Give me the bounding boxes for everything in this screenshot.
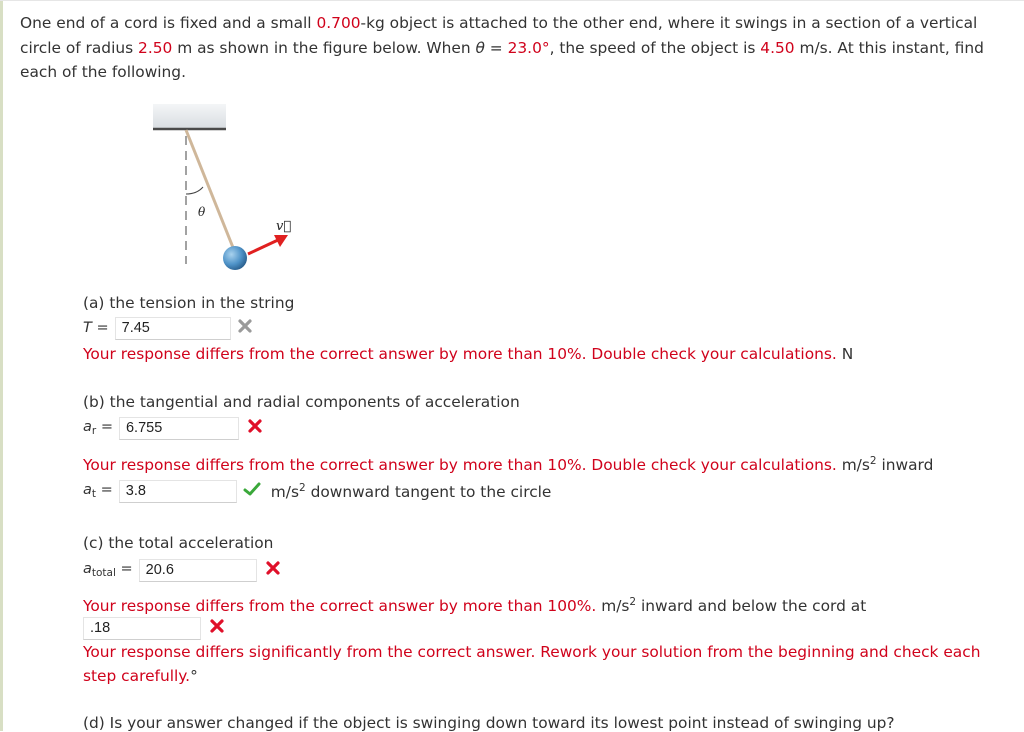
unit-exponent: 2 [629,596,637,608]
part-a-prompt: (a) the tension in the string [83,294,295,312]
cord [186,130,234,250]
feedback-text: Your response differs from the correct answer by more than 100%. [83,597,597,615]
pendulum-figure [150,104,310,282]
subscript: r [91,425,97,437]
equals-sign: = [96,419,113,435]
unit-base: m/s [601,597,630,615]
radial-accel-label [83,419,113,437]
radial-accel-unit [842,456,934,474]
part-c-angle-feedback [83,640,983,688]
tangential-accel-label [83,482,113,500]
part-c-prompt: (c) the total acceleration [83,534,274,552]
angle-input[interactable]: .18 [83,617,201,640]
part-b-feedback [83,449,933,477]
equals-sign: = [91,320,109,336]
theta-label: θ [198,205,206,219]
incorrect-icon [247,418,263,438]
accel-symbol: a [83,419,92,435]
tension-input[interactable]: 7.45 [115,317,231,340]
ceiling-support [153,104,226,128]
problem-text: m/s. At this instant, find each of the following. [20,38,984,81]
part-b-prompt: (b) the tangential and radial components of acceleration [83,393,520,411]
radial-accel-input[interactable]: 6.755 [119,417,239,440]
angle-arc [186,187,203,194]
problem-statement [20,11,1010,85]
theta-symbol: θ [475,38,485,57]
part-a-feedback [83,342,853,366]
subscript: t [91,488,97,500]
problem-text: , the speed of the object is [549,38,761,57]
accel-symbol: a [83,482,92,498]
correct-check-icon [243,481,261,501]
part-a-answer-row [83,316,253,340]
incorrect-icon [265,560,281,580]
incorrect-icon [237,318,253,338]
velocity-arrow [248,240,278,254]
unit-direction: downward tangent to the circle [305,482,552,501]
total-accel-input[interactable]: 20.6 [139,559,257,582]
part-c-feedback [83,590,866,618]
part-c-angle-row [83,616,225,640]
object-ball [223,246,247,270]
velocity-label: v⃗ [276,219,292,234]
unit-direction: inward and below the cord at [636,597,867,615]
tangential-accel-input[interactable]: 3.8 [119,480,237,503]
tension-unit: N [841,345,854,363]
problem-text: = [484,38,508,57]
tension-symbol: T [83,320,92,336]
radius-value: 2.50 [138,38,173,57]
mass-value: 0.700 [316,14,361,32]
top-border [0,0,1024,1]
unit-direction: inward [876,456,934,474]
equals-sign: = [96,482,113,498]
angle-value: 23.0° [507,38,550,57]
degree-symbol: ° [190,667,198,685]
accel-symbol: a [83,561,92,577]
equals-sign: = [115,561,133,577]
speed-value: 4.50 [760,38,795,57]
feedback-text: Your response differs significantly from the correct answer. Rework your solution from the beginning and check each step carefully. [83,643,981,685]
problem-text: m as shown in the figure below. When [172,38,476,57]
feedback-text: Your response differs from the correct answer by more than 10%. Double check your calculations. [83,345,837,363]
total-accel-unit [601,597,866,615]
left-border [0,0,3,731]
unit-base: m/s [270,482,299,501]
unit-exponent: 2 [298,481,306,494]
unit-exponent: 2 [869,455,877,467]
incorrect-icon [209,618,225,638]
part-c-total-row [83,558,281,582]
part-b-radial-row [83,416,263,440]
tangential-accel-unit [271,482,552,501]
subscript: total [91,567,116,579]
problem-text: -kg object is attached to the other end, where it swings in a section of a vertical circle of radius [20,14,978,57]
tension-label [83,320,109,336]
unit-base: m/s [841,456,870,474]
feedback-text: Your response differs from the correct answer by more than 10%. Double check your calculations. [83,456,837,474]
part-b-tangential-row [83,479,551,503]
total-accel-label [83,561,133,579]
problem-text: One end of a cord is fixed and a small [20,14,317,32]
part-d-prompt: (d) Is your answer changed if the object is swinging down toward its lowest point instead of swinging up? [83,714,895,732]
